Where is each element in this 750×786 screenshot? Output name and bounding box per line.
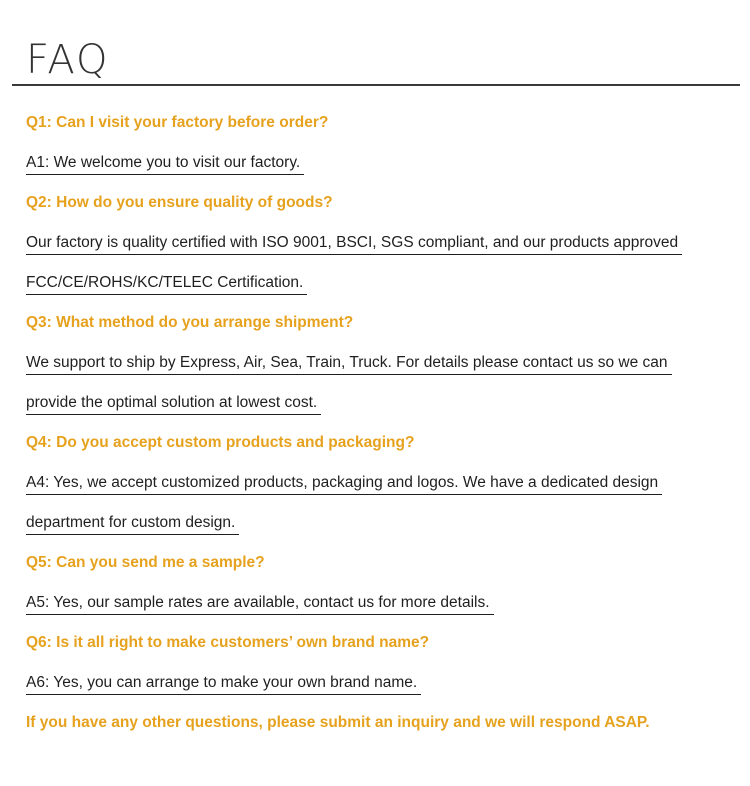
answer-3-line-2: provide the optimal solution at lowest cost. (26, 383, 736, 423)
answer-6-line-1: A6: Yes, you can arrange to make your own brand name. (26, 663, 736, 703)
answer-2-line-2: FCC/CE/ROHS/KC/TELEC Certification. (26, 263, 736, 303)
question-3: Q3: What method do you arrange shipment? (26, 314, 354, 331)
faq-list (26, 103, 736, 743)
question-4: Q4: Do you accept custom products and packaging? (26, 434, 415, 451)
question-2: Q2: How do you ensure quality of goods? (26, 194, 333, 211)
question-1: Q1: Can I visit your factory before order? (26, 114, 329, 131)
question-5: Q5: Can you send me a sample? (26, 554, 265, 571)
question-6: Q6: Is it all right to make customers’ own brand name? (26, 634, 430, 651)
answer-4-line-2: department for custom design. (26, 503, 736, 543)
page-title: FAQ (26, 37, 110, 83)
answer-2-line-1: Our factory is quality certified with ISO 9001, BSCI, SGS compliant, and our products approved (26, 223, 736, 263)
answer-5-line-1: A5: Yes, our sample rates are available, contact us for more details. (26, 583, 736, 623)
closing-message: If you have any other questions, please submit an inquiry and we will respond ASAP. (26, 714, 650, 731)
title-divider (12, 84, 740, 86)
answer-4-line-1: A4: Yes, we accept customized products, packaging and logos. We have a dedicated design (26, 463, 736, 503)
answer-1-line-1: A1: We welcome you to visit our factory. (26, 143, 736, 183)
answer-3-line-1: We support to ship by Express, Air, Sea, Train, Truck. For details please contact us so we can (26, 343, 736, 383)
